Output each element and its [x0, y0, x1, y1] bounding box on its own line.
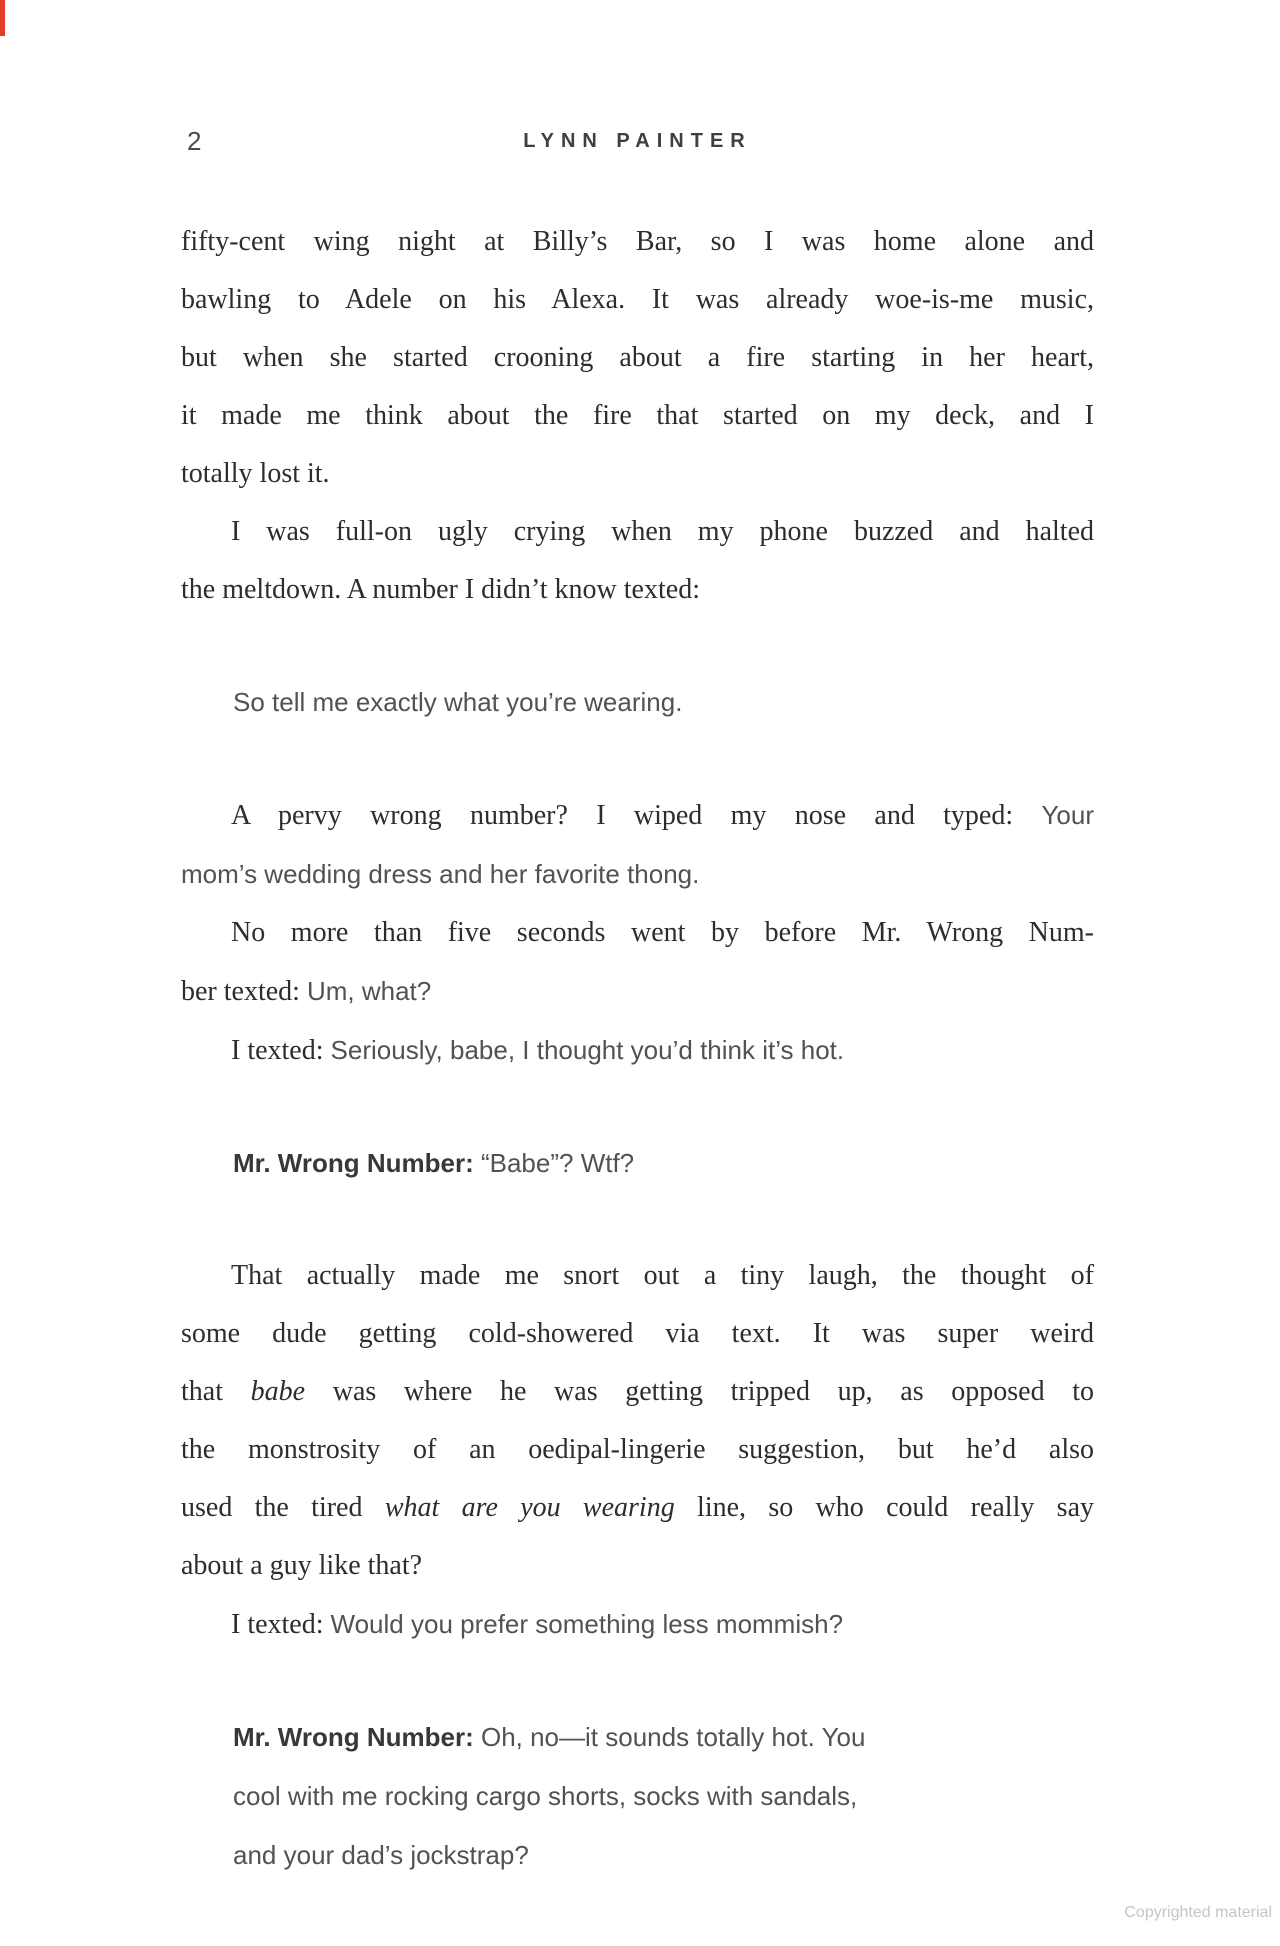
text-segment-serif: A pervy wrong number? I wiped my nose and typed:: [231, 800, 1042, 831]
text-segment-serif: line, so who could really say: [674, 1492, 1095, 1523]
text-line: [181, 215, 1094, 273]
copyright-watermark: Copyrighted material: [1124, 1904, 1272, 1921]
text-segment-sans: and your dad’s jockstrap?: [233, 1840, 529, 1870]
text-segment-serif: I texted:: [231, 1035, 331, 1066]
text-segment-serif: was where he was getting tripped up, as opposed to: [305, 1376, 1094, 1407]
text-line: [181, 964, 1094, 1023]
text-line: [181, 1423, 1094, 1481]
paragraph: [181, 505, 1094, 621]
text-line: [181, 1365, 1094, 1423]
text-segment-sans: Would you prefer something less mommish?: [330, 1609, 844, 1639]
text-segment-sans: “Babe”? Wtf?: [480, 1148, 635, 1178]
text-line: [181, 563, 1094, 621]
text-line: [181, 1597, 1094, 1656]
text-message-block: [181, 1136, 1094, 1195]
page-body: [181, 215, 1094, 1887]
text-line: [233, 675, 1094, 734]
text-line: [181, 906, 1094, 964]
text-segment-serif-italic: babe: [250, 1376, 306, 1407]
page-number: 2: [187, 126, 202, 156]
text-segment-sans: Seriously, babe, I thought you’d think it’s hot.: [330, 1035, 845, 1065]
paragraph: [181, 788, 1094, 906]
paragraph: [181, 1249, 1094, 1597]
text-segment-sans: cool with me rocking cargo shorts, socks with sandals,: [233, 1781, 858, 1811]
text-segment-sans: mom’s wedding dress and her favorite thong.: [181, 859, 700, 889]
paragraph: [181, 215, 1094, 505]
text-segment-serif: fifty-cent wing night at Billy’s Bar, so I was home alone and: [181, 226, 1094, 257]
text-segment-serif: I was full-on ugly crying when my phone buzzed and halted: [231, 516, 1094, 547]
text-segment-serif: but when she started crooning about a fire starting in her heart,: [181, 342, 1094, 373]
text-line: [181, 389, 1094, 447]
text-line: [181, 1481, 1094, 1539]
text-segment-serif: some dude getting cold-showered via text. It was super weird: [181, 1318, 1094, 1349]
running-header: LYNN PAINTER: [523, 130, 752, 152]
text-line: [181, 1307, 1094, 1365]
text-segment-serif: about a guy like that?: [181, 1550, 423, 1581]
text-segment-sans: Oh, no—it sounds totally hot. You: [480, 1722, 866, 1752]
text-line: [181, 1023, 1094, 1082]
text-line: [181, 1539, 1094, 1597]
text-line: [181, 505, 1094, 563]
text-line: [233, 1769, 1094, 1828]
text-segment-serif: the meltdown. A number I didn’t know texted:: [181, 574, 700, 605]
text-segment-sans: Um, what?: [306, 976, 432, 1006]
text-segment-serif: totally lost it.: [181, 458, 330, 489]
text-segment-serif: the monstrosity of an oedipal-lingerie suggestion, but he’d also: [181, 1434, 1094, 1465]
text-segment-serif: that: [181, 1376, 251, 1407]
text-segment-serif: ber texted:: [181, 976, 307, 1007]
text-line: [233, 1710, 1094, 1769]
text-segment-serif: it made me think about the fire that started on my deck, and I: [181, 400, 1094, 431]
paragraph: [181, 906, 1094, 1023]
text-segment-sans-bold: Mr. Wrong Number:: [233, 1148, 481, 1178]
text-segment-serif: bawling to Adele on his Alexa. It was already woe-is-me music,: [181, 284, 1094, 315]
text-segment-serif: That actually made me snort out a tiny laugh, the thought of: [231, 1260, 1094, 1291]
text-segment-serif-italic: what are you wearing: [384, 1492, 675, 1523]
text-message-block: [181, 675, 1094, 734]
paragraph: [181, 1597, 1094, 1656]
text-line: [181, 447, 1094, 505]
text-line: [181, 788, 1094, 847]
text-segment-serif: used the tired: [181, 1492, 385, 1523]
text-segment-serif: I texted:: [231, 1609, 331, 1640]
text-segment-serif: No more than five seconds went by before Mr. Wrong Num-: [231, 917, 1094, 948]
page-header: [181, 126, 1094, 156]
text-line: [181, 847, 1094, 906]
text-line: [181, 331, 1094, 389]
text-message-block: [181, 1710, 1094, 1887]
paragraph: [181, 1023, 1094, 1082]
text-line: [181, 273, 1094, 331]
text-line: [233, 1828, 1094, 1887]
text-segment-sans: Your: [1041, 800, 1094, 830]
text-segment-sans: So tell me exactly what you’re wearing.: [233, 687, 683, 717]
text-line: [233, 1136, 1094, 1195]
text-line: [181, 1249, 1094, 1307]
scan-artifact-mark: [0, 0, 5, 36]
text-segment-sans-bold: Mr. Wrong Number:: [233, 1722, 481, 1752]
